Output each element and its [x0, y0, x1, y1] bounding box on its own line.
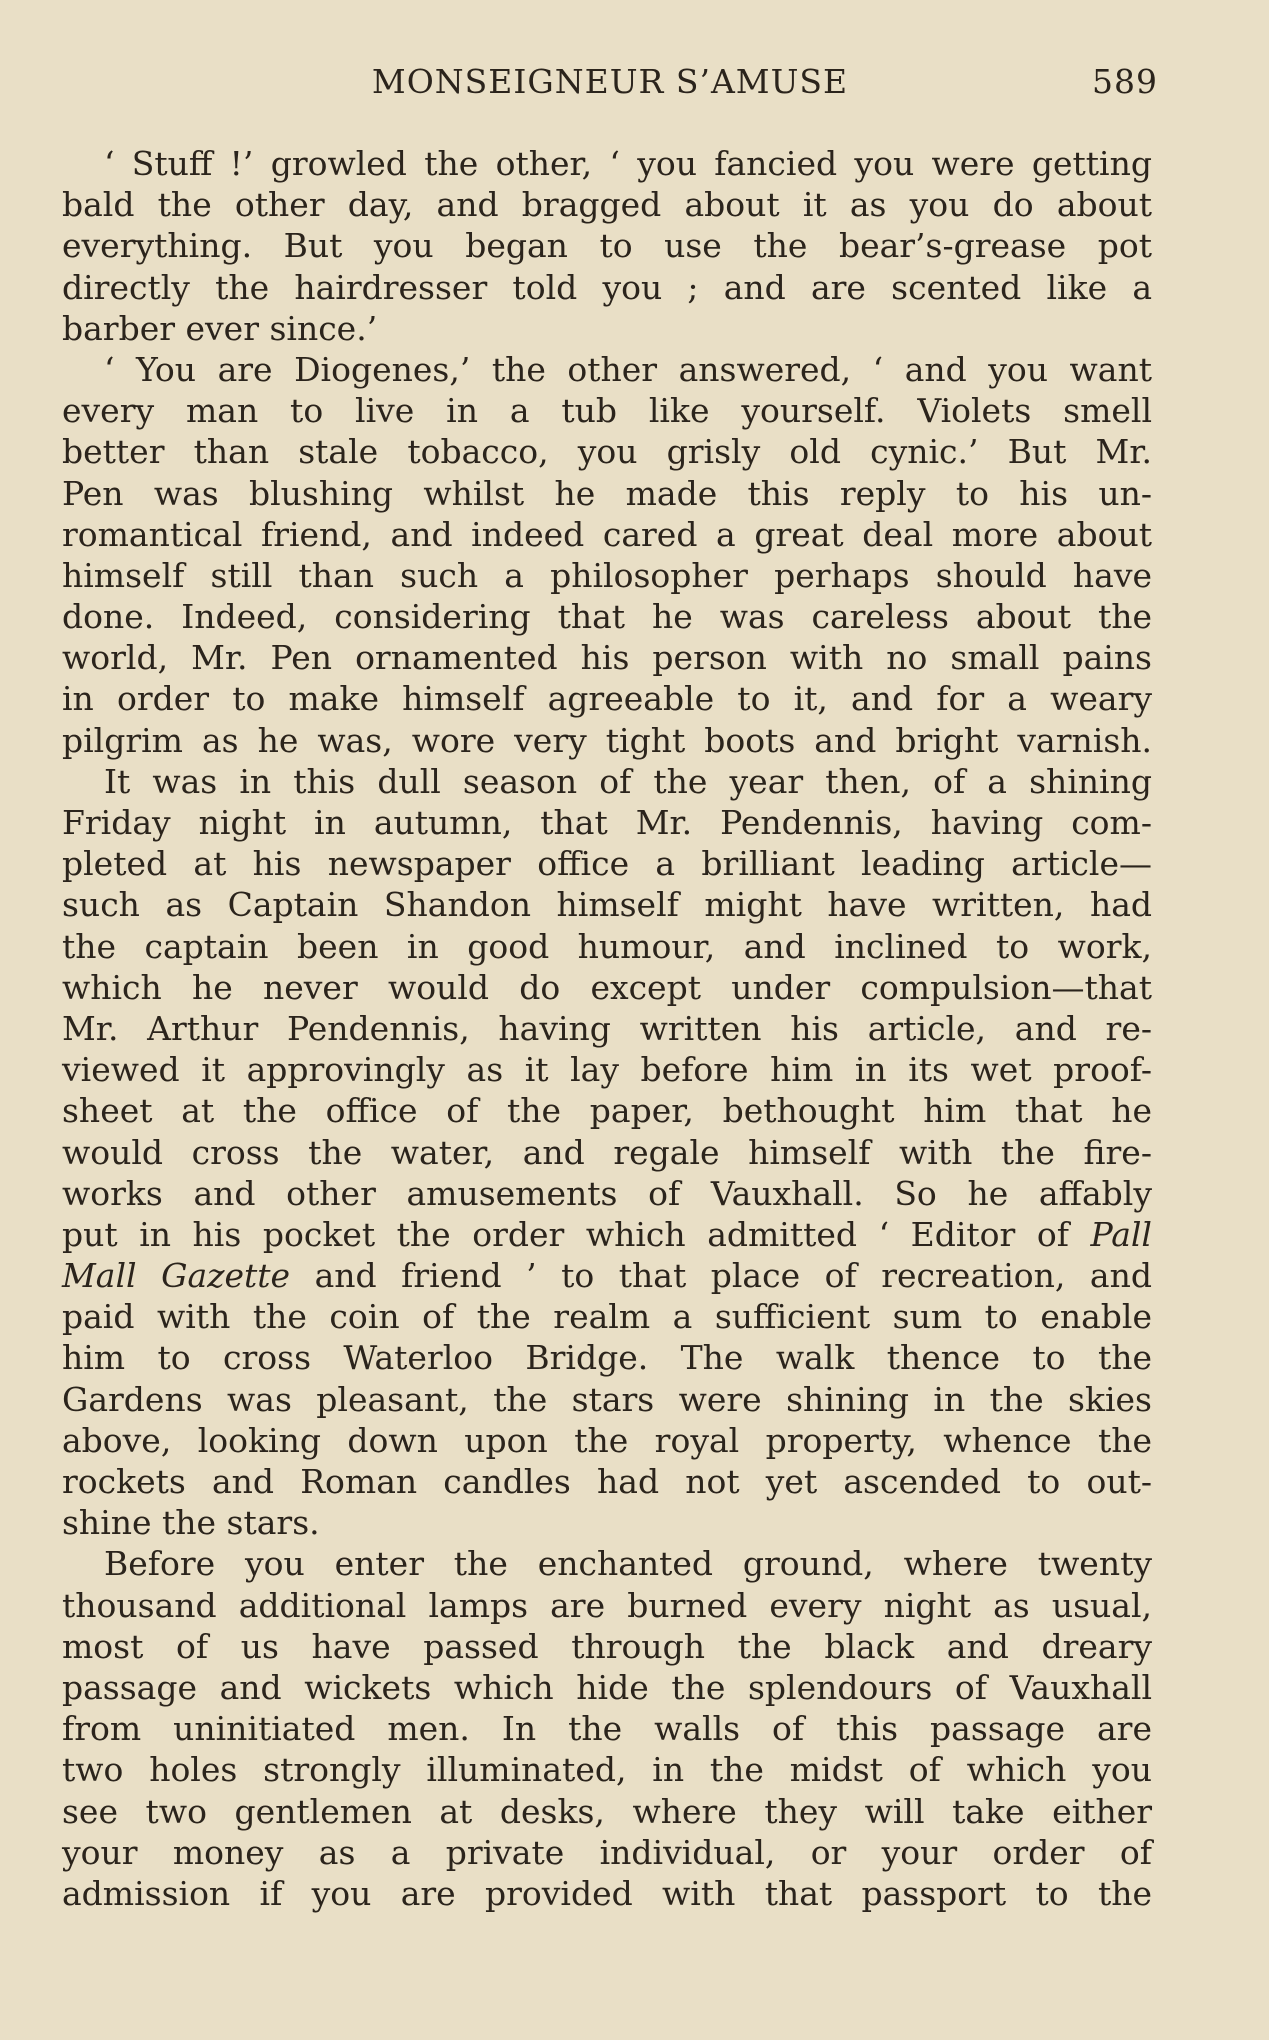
- text-line: Friday night in autumn, that Mr. Pendennis, having com-: [62, 803, 1152, 842]
- text-line: world, Mr. Pen ornamented his person with no small pains: [62, 638, 1152, 678]
- running-head: [62, 62, 1158, 112]
- text-line: pilgrim as he was, wore very tight boots and bright varnish.: [62, 720, 1152, 760]
- text-line: thousand additional lamps are burned every night as usual,: [62, 1585, 1152, 1625]
- text-line: Before you enter the enchanted ground, where twenty: [104, 1544, 1152, 1584]
- text-line: Mr. Arthur Pendennis, having written his article, and re-: [62, 1008, 1152, 1048]
- text-line: romantical friend, and indeed cared a great deal more about: [62, 514, 1152, 554]
- text-line: himself still than such a philosopher perhaps should have: [62, 555, 1152, 595]
- text-line: Gardens was pleasant, the stars were shining in the skies: [62, 1379, 1152, 1419]
- running-title: MONSEIGNEUR S’AMUSE: [371, 62, 849, 101]
- italic-title: Mall Gazette: [62, 1256, 291, 1296]
- text-line: the captain been in good humour, and inclined to work,: [62, 926, 1152, 966]
- text-line: which he never would do except under compulsion—that: [62, 967, 1152, 1007]
- text-line: done. Indeed, considering that he was careless about the: [62, 597, 1152, 637]
- text-line: ‘ You are Diogenes,’ the other answered, ‘ and you want: [104, 349, 1152, 389]
- text-line: admission if you are provided with that passport to the: [62, 1873, 1152, 1913]
- text-line: such as Captain Shandon himself might have written, had: [62, 885, 1152, 925]
- text-line: viewed it approvingly as it lay before him in its wet proof-: [62, 1050, 1152, 1090]
- text-line: [62, 1214, 1152, 1255]
- text-line: barber ever since.’: [62, 308, 378, 348]
- text-line: passage and wickets which hide the splendours of Vauxhall: [62, 1667, 1152, 1707]
- italic-title: Pall: [1090, 1214, 1152, 1254]
- text-line: directly the hairdresser told you ; and are scented like a: [62, 267, 1152, 307]
- text-line: pleted at his newspaper office a brilliant leading article—: [62, 844, 1152, 884]
- text-run: and friend ’ to that place of recreation, and: [290, 1256, 1152, 1296]
- text-line: It was in this dull season of the year then, of a shining: [104, 761, 1152, 801]
- text-line: from uninitiated men. In the walls of this passage are: [62, 1709, 1152, 1749]
- text-line: see two gentlemen at desks, where they will take either: [62, 1791, 1152, 1831]
- text-run: put in his pocket the order which admitted ‘ Editor of: [62, 1214, 1091, 1254]
- text-line: two holes strongly illuminated, in the midst of which you: [62, 1750, 1152, 1790]
- text-line: most of us have passed through the black and dreary: [62, 1626, 1152, 1666]
- text-line: better than stale tobacco, you grisly old cynic.’ But Mr.: [62, 432, 1152, 472]
- text-line: paid with the coin of the realm a sufficient sum to enable: [62, 1297, 1152, 1337]
- text-line: ‘ Stuff !’ growled the other, ‘ you fancied you were getting: [104, 144, 1152, 183]
- text-line: your money as a private individual, or your order of: [62, 1832, 1152, 1872]
- text-line: above, looking down upon the royal property, whence the: [62, 1420, 1152, 1460]
- text-line: Pen was blushing whilst he made this reply to his un-: [62, 473, 1152, 513]
- text-line: every man to live in a tub like yourself. Violets smell: [62, 391, 1152, 431]
- text-line: everything. But you began to use the bear’s-grease pot: [62, 226, 1152, 266]
- text-line: [62, 1255, 1152, 1296]
- page-number: 589: [1092, 62, 1158, 101]
- text-line: in order to make himself agreeable to it, and for a weary: [62, 679, 1152, 719]
- text-line: sheet at the office of the paper, bethought him that he: [62, 1091, 1152, 1131]
- text-line: rockets and Roman candles had not yet ascended to out-: [62, 1462, 1152, 1501]
- text-line: bald the other day, and bragged about it as you do about: [62, 185, 1152, 225]
- text-line: him to cross Waterloo Bridge. The walk thence to the: [62, 1338, 1152, 1378]
- text-line: shine the stars.: [62, 1503, 320, 1543]
- text-line: would cross the water, and regale himself with the fire-: [62, 1132, 1152, 1172]
- body-text: [62, 143, 1152, 1914]
- text-line: works and other amusements of Vauxhall. So he affably: [62, 1173, 1152, 1213]
